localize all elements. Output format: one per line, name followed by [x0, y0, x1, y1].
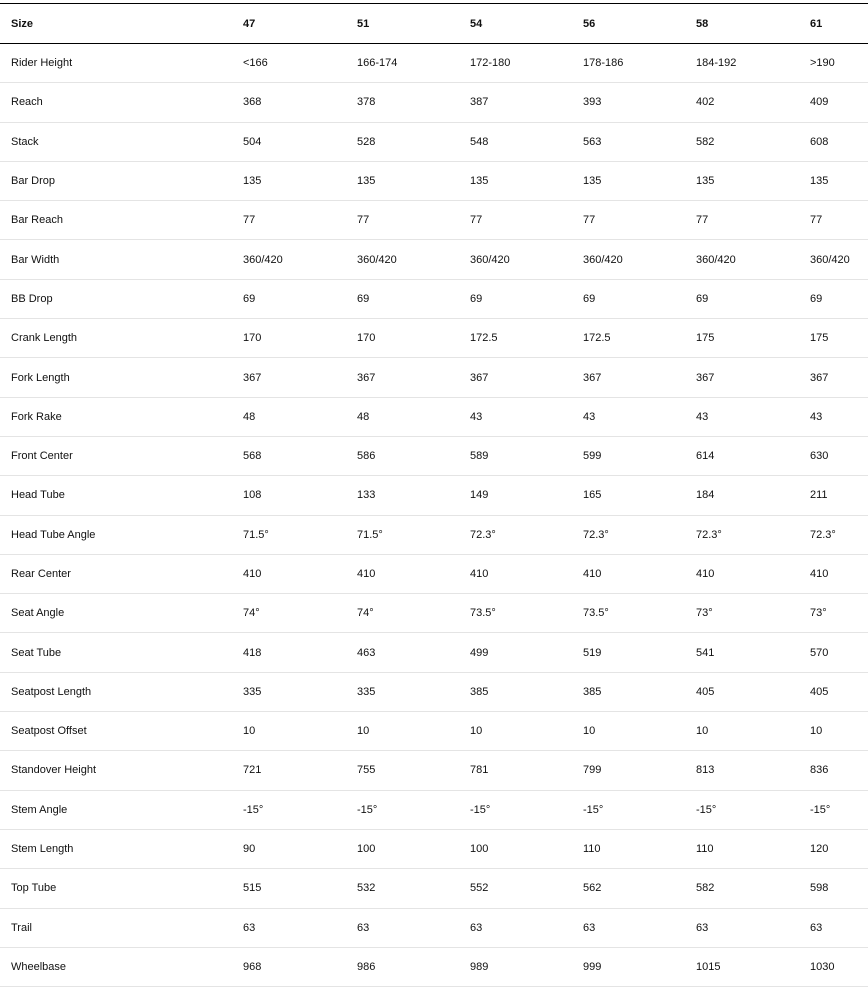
- table-cell: 184: [696, 489, 715, 502]
- table-cell: 10: [357, 725, 370, 738]
- table-cell: 410: [243, 568, 262, 580]
- table-cell: 69: [357, 292, 370, 305]
- table-row: [0, 633, 868, 672]
- table-cell: 813: [696, 764, 715, 777]
- table-cell: 552: [470, 882, 489, 895]
- header-size-56: 56: [583, 17, 596, 30]
- table-cell: 387: [470, 96, 489, 109]
- table-cell: 110: [583, 843, 601, 856]
- table-cell: 410: [696, 568, 715, 580]
- table-cell: -15°: [583, 803, 604, 816]
- table-cell: 335: [243, 685, 262, 698]
- table-row: [0, 162, 868, 201]
- table-cell: 598: [810, 882, 829, 895]
- table-cell: 378: [357, 96, 376, 109]
- table-cell: 71.5°: [243, 528, 269, 541]
- row-label: Seatpost Offset: [11, 725, 87, 738]
- table-cell: 367: [583, 371, 602, 384]
- table-row: [0, 673, 868, 712]
- table-cell: 135: [243, 175, 262, 188]
- table-cell: 608: [810, 135, 829, 148]
- table-cell: 367: [357, 371, 376, 384]
- table-cell: 77: [470, 214, 483, 227]
- table-cell: 74°: [357, 607, 374, 620]
- row-label: Front Center: [11, 450, 73, 463]
- table-cell: 614: [696, 450, 715, 463]
- table-cell: 172.5: [583, 332, 611, 345]
- table-cell: 135: [357, 175, 376, 188]
- table-cell: 172.5: [470, 332, 498, 345]
- table-cell: 149: [470, 489, 489, 502]
- row-label: Rider Height: [11, 57, 73, 70]
- row-label: Seat Angle: [11, 607, 65, 620]
- table-cell: 43: [583, 410, 596, 423]
- table-cell: 986: [357, 960, 376, 973]
- table-cell: 10: [470, 725, 483, 738]
- table-cell: -15°: [243, 803, 264, 816]
- table-cell: 77: [243, 214, 256, 227]
- table-cell: 172-180: [470, 57, 511, 70]
- table-cell: 72.3°: [583, 528, 609, 541]
- row-label: Seat Tube: [11, 646, 62, 659]
- table-cell: 72.3°: [470, 528, 496, 541]
- table-cell: 360/420: [470, 253, 510, 266]
- table-cell: 367: [470, 371, 489, 384]
- table-cell: 405: [810, 685, 829, 698]
- table-cell: 43: [696, 410, 709, 423]
- table-cell: 410: [357, 568, 376, 580]
- table-cell: 133: [357, 489, 376, 502]
- table-cell: 69: [583, 292, 596, 305]
- table-cell: 63: [470, 921, 483, 934]
- row-label: Trail: [11, 921, 32, 934]
- row-label: Head Tube: [11, 489, 65, 502]
- table-cell: 418: [243, 646, 262, 659]
- table-cell: 393: [583, 96, 602, 109]
- table-header-row: [0, 4, 868, 44]
- table-cell: 360/420: [357, 253, 397, 266]
- table-cell: 184-192: [696, 57, 737, 70]
- table-cell: 135: [696, 175, 715, 188]
- row-label: Bar Drop: [11, 175, 56, 188]
- table-cell: 541: [696, 646, 715, 659]
- table-cell: 10: [583, 725, 596, 738]
- table-cell: 48: [243, 410, 256, 423]
- table-row: [0, 751, 868, 790]
- table-row: [0, 83, 868, 122]
- table-cell: 110: [696, 843, 714, 856]
- table-cell: 73.5°: [583, 607, 609, 620]
- table-cell: 10: [243, 725, 256, 738]
- table-cell: >190: [810, 57, 835, 70]
- table-cell: 360/420: [696, 253, 736, 266]
- table-row: [0, 594, 868, 633]
- table-cell: 43: [470, 410, 483, 423]
- table-row: [0, 869, 868, 908]
- row-label: Wheelbase: [11, 960, 67, 973]
- table-cell: 108: [243, 489, 262, 502]
- table-cell: 77: [696, 214, 709, 227]
- table-cell: 781: [470, 764, 489, 777]
- table-cell: 211: [810, 489, 828, 502]
- row-label: Bar Width: [11, 253, 60, 266]
- table-cell: 385: [470, 685, 489, 698]
- table-cell: 519: [583, 646, 602, 659]
- row-label: Fork Length: [11, 371, 70, 384]
- table-row: [0, 555, 868, 594]
- table-cell: 630: [810, 450, 829, 463]
- table-cell: 69: [243, 292, 256, 305]
- table-cell: -15°: [470, 803, 491, 816]
- table-cell: 532: [357, 882, 376, 895]
- row-label: BB Drop: [11, 292, 53, 305]
- table-cell: 410: [470, 568, 489, 580]
- table-row: [0, 201, 868, 240]
- row-label: Bar Reach: [11, 214, 63, 227]
- table-row: [0, 44, 868, 83]
- table-cell: 77: [357, 214, 370, 227]
- row-label: Seatpost Length: [11, 685, 92, 698]
- table-cell: 360/420: [810, 253, 850, 266]
- table-cell: 100: [470, 843, 489, 856]
- table-cell: 90: [243, 843, 256, 856]
- table-cell: 721: [243, 764, 262, 777]
- table-row: [0, 516, 868, 555]
- table-cell: 570: [810, 646, 829, 659]
- table-cell: 385: [583, 685, 602, 698]
- geometry-table: [0, 3, 868, 987]
- row-label: Fork Rake: [11, 410, 62, 423]
- header-size-54: 54: [470, 17, 483, 30]
- table-cell: 100: [357, 843, 376, 856]
- table-cell: 360/420: [243, 253, 283, 266]
- table-cell: 360/420: [583, 253, 623, 266]
- table-cell: 463: [357, 646, 376, 659]
- table-cell: 10: [810, 725, 823, 738]
- row-label: Standover Height: [11, 764, 96, 777]
- table-cell: 335: [357, 685, 376, 698]
- table-row: [0, 398, 868, 437]
- row-label: Stack: [11, 135, 39, 148]
- table-row: [0, 830, 868, 869]
- header-size-58: 58: [696, 17, 709, 30]
- header-size-label: Size: [11, 17, 34, 30]
- table-cell: 77: [810, 214, 823, 227]
- table-cell: 135: [583, 175, 602, 188]
- table-cell: -15°: [357, 803, 378, 816]
- table-cell: 74°: [243, 607, 260, 620]
- table-body: [0, 44, 868, 987]
- row-label: Rear Center: [11, 568, 71, 580]
- table-cell: 589: [470, 450, 489, 463]
- table-cell: 63: [243, 921, 256, 934]
- table-cell: 1030: [810, 960, 835, 973]
- table-row: [0, 123, 868, 162]
- table-cell: -15°: [696, 803, 717, 816]
- table-cell: 63: [357, 921, 370, 934]
- table-cell: 548: [470, 135, 489, 148]
- table-cell: 1015: [696, 960, 721, 973]
- row-label: Top Tube: [11, 882, 57, 895]
- table-row: [0, 476, 868, 515]
- table-cell: 755: [357, 764, 376, 777]
- table-cell: 586: [357, 450, 376, 463]
- table-cell: 989: [470, 960, 489, 973]
- table-row: [0, 319, 868, 358]
- table-row: [0, 358, 868, 397]
- table-cell: 178-186: [583, 57, 624, 70]
- table-cell: -15°: [810, 803, 831, 816]
- table-cell: 582: [696, 135, 715, 148]
- table-cell: 599: [583, 450, 602, 463]
- table-cell: 499: [470, 646, 489, 659]
- row-label: Crank Length: [11, 332, 78, 345]
- row-label: Stem Angle: [11, 803, 68, 816]
- table-cell: 504: [243, 135, 262, 148]
- table-cell: 410: [583, 568, 602, 580]
- table-cell: 10: [696, 725, 709, 738]
- table-cell: <166: [243, 57, 268, 70]
- table-cell: 175: [696, 332, 715, 345]
- table-cell: 175: [810, 332, 829, 345]
- table-cell: 515: [243, 882, 262, 895]
- row-label: Head Tube Angle: [11, 528, 96, 541]
- table-cell: 135: [470, 175, 489, 188]
- table-cell: 367: [696, 371, 715, 384]
- table-cell: 528: [357, 135, 376, 148]
- table-cell: 135: [810, 175, 829, 188]
- table-cell: 582: [696, 882, 715, 895]
- table-row: [0, 240, 868, 279]
- table-cell: 69: [810, 292, 823, 305]
- table-row: [0, 280, 868, 319]
- table-cell: 568: [243, 450, 262, 463]
- table-cell: 368: [243, 96, 262, 109]
- table-cell: 405: [696, 685, 715, 698]
- table-cell: 367: [243, 371, 262, 384]
- table-cell: 77: [583, 214, 596, 227]
- table-cell: 63: [810, 921, 823, 934]
- table-cell: 836: [810, 764, 829, 777]
- table-cell: 72.3°: [810, 528, 836, 541]
- table-cell: 73°: [696, 607, 713, 620]
- table-cell: 999: [583, 960, 602, 973]
- table-cell: 562: [583, 882, 602, 895]
- table-cell: 367: [810, 371, 829, 384]
- table-row: [0, 437, 868, 476]
- table-cell: 63: [583, 921, 596, 934]
- table-cell: 73°: [810, 607, 827, 620]
- table-cell: 43: [810, 410, 823, 423]
- table-cell: 71.5°: [357, 528, 383, 541]
- table-cell: 72.3°: [696, 528, 722, 541]
- table-row: [0, 712, 868, 751]
- table-row: [0, 909, 868, 948]
- table-cell: 166-174: [357, 57, 398, 70]
- table-cell: 73.5°: [470, 607, 496, 620]
- row-label: Reach: [11, 96, 43, 109]
- header-size-61: 61: [810, 17, 823, 30]
- table-cell: 170: [243, 332, 262, 345]
- table-cell: 48: [357, 410, 370, 423]
- row-label: Stem Length: [11, 843, 74, 856]
- table-cell: 69: [470, 292, 483, 305]
- header-size-47: 47: [243, 17, 256, 30]
- table-cell: 165: [583, 489, 602, 502]
- table-cell: 410: [810, 568, 829, 580]
- table-cell: 63: [696, 921, 709, 934]
- table-cell: 170: [357, 332, 376, 345]
- table-cell: 69: [696, 292, 709, 305]
- table-cell: 120: [810, 843, 829, 856]
- table-cell: 799: [583, 764, 602, 777]
- table-cell: 563: [583, 135, 602, 148]
- table-cell: 402: [696, 96, 715, 109]
- table-cell: 409: [810, 96, 829, 109]
- table-row: [0, 948, 868, 987]
- table-cell: 968: [243, 960, 262, 973]
- header-size-51: 51: [357, 17, 370, 30]
- table-row: [0, 791, 868, 830]
